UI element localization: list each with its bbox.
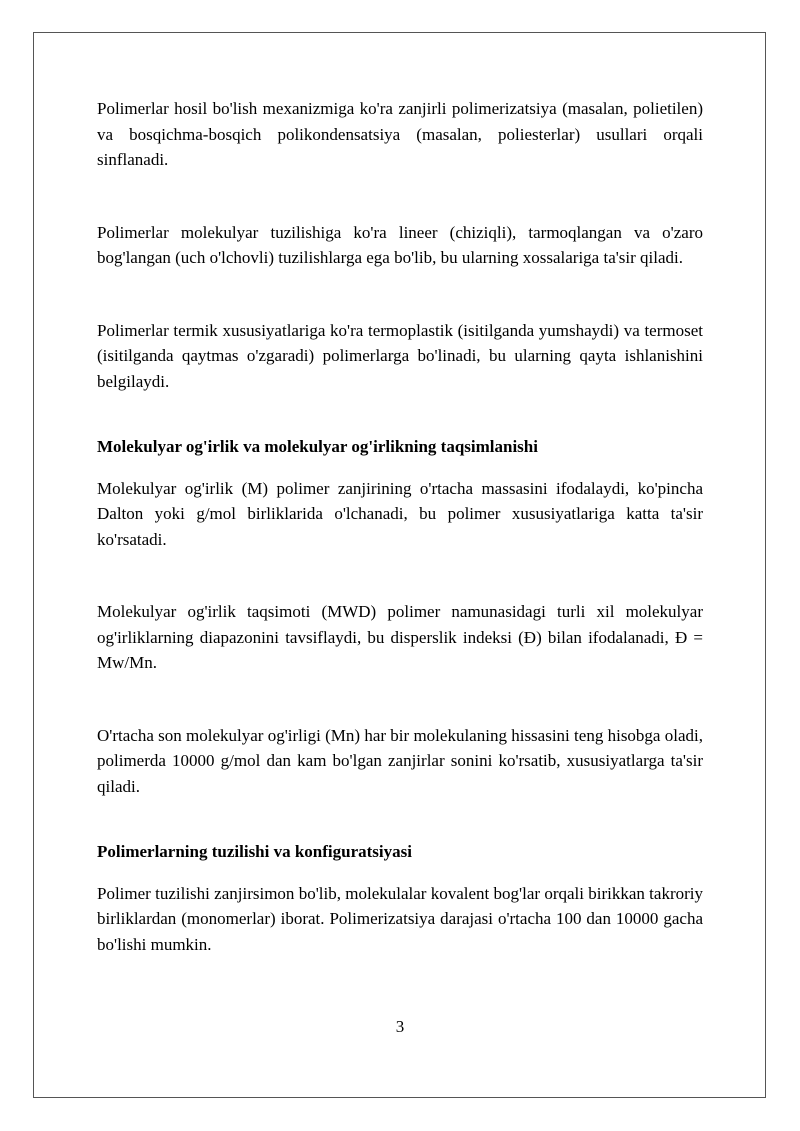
section-heading-molecular-weight: Molekulyar og'irlik va molekulyar og'irlikning taqsimlanishi — [97, 437, 538, 456]
section-heading-structure: Polimerlarning tuzilishi va konfiguratsiyasi — [97, 842, 412, 861]
paragraph-polymer-structure: Polimer tuzilishi zanjirsimon bo'lib, molekulalar kovalent bog'lar orqali birikkan takroriy birliklardan (monomerlar) iborat. Polimerizatsiya darajasi o'rtacha 100 dan 10000 gacha bo'lishi mumkin. — [97, 883, 703, 954]
paragraph-mwd: Molekulyar og'irlik taqsimoti (MWD) polimer namunasidagi turli xil molekulyar og'irliklarning diapazonini tavsiflaydi, bu disperslik indeksi (Đ) bilan ifodalanadi, Đ = Mw/Mn. — [97, 602, 703, 672]
page-number: 3 — [395, 1017, 405, 1036]
paragraph-molecular-structure: Polimerlar molekulyar tuzilishiga ko'ra lineer (chiziqli), tarmoqlangan va o'zaro bog'langan (uch o'lchovli) tuzilishlarga ega bo'lib, bu ularning xossalariga ta'sir qiladi. — [97, 222, 703, 267]
paragraph-polymer-formation: Polimerlar hosil bo'lish mexanizmiga ko'ra zanjirli polimerizatsiya (masalan, polietilen) va bosqichma-bosqich polikondensatsiya (masalan, poliesterlar) usullari orqali sinflanadi. — [97, 99, 703, 169]
paragraph-molecular-weight: Molekulyar og'irlik (M) polimer zanjirining o'rtacha massasini ifodalaydi, ko'pincha Dalton yoki g/mol birliklarida o'lchanadi, bu polimer xususiyatlariga katta ta'sir ko'rsatadi. — [97, 478, 703, 549]
paragraph-thermal-properties: Polimerlar termik xususiyatlariga ko'ra termoplastik (isitilganda yumshaydi) va termoset (isitilganda qaytmas o'zgaradi) polimerlarga bo'linadi, bu ularning qayta ishlanishini belgilaydi. — [97, 320, 703, 391]
paragraph-number-average: O'rtacha son molekulyar og'irligi (Mn) har bir molekulaning hissasini teng hisobga oladi, polimerda 10000 g/mol dan kam bo'lgan zanjirlar sonini ko'rsatib, xususiyatlarga ta'sir qiladi. — [97, 725, 703, 796]
document-body — [97, 96, 703, 957]
